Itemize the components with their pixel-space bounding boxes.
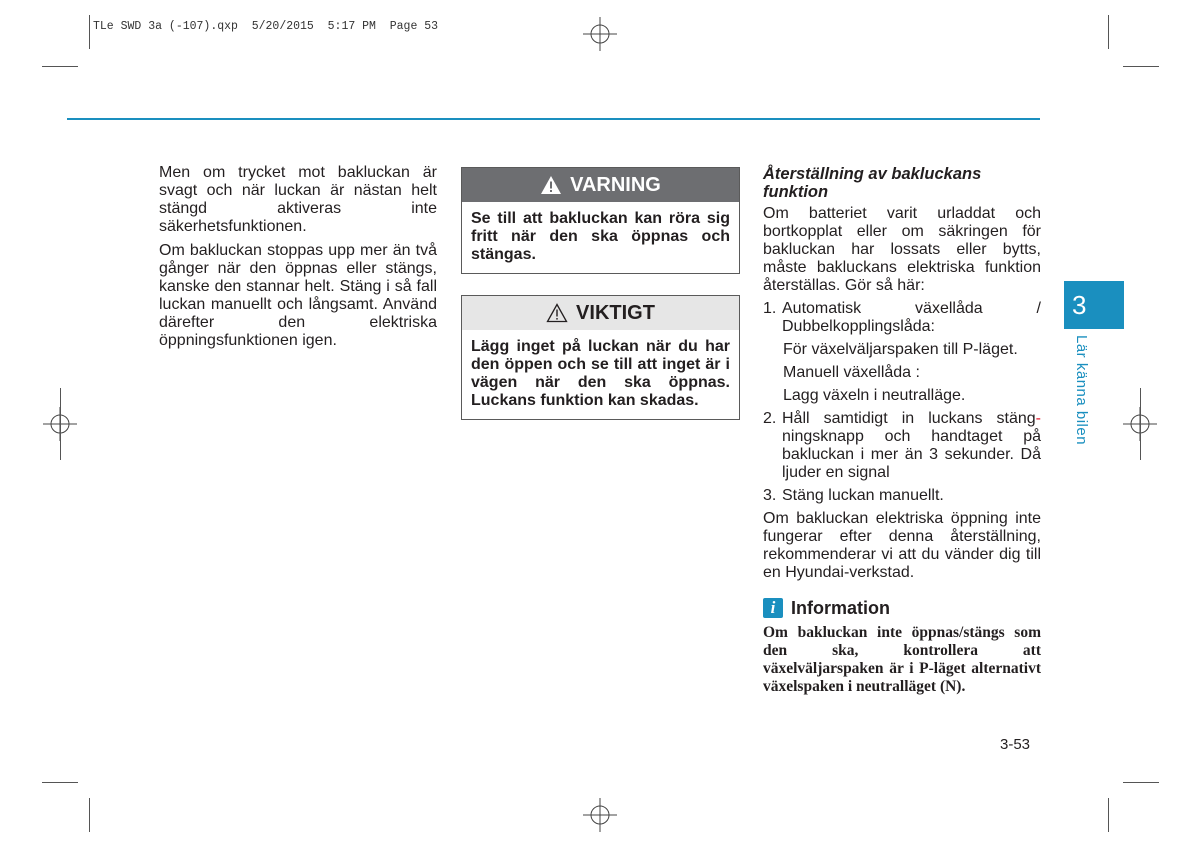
paragraph: Men om trycket mot bakluckan är svagt och när luckan är nästan helt stängd aktiveras inte säkerhetsfunktionen. [159,164,437,235]
page-number: 3-53 [1000,736,1031,753]
sub-item: Lagg växeln i neutralläge. [783,387,966,404]
left-column [159,164,437,356]
intro-paragraph: Om batteriet varit urladdat och bortkopplat eller om säkringen för bakluckan har lossats eller bytts, måste bakluckans elektriska funktion återställas. Gör så här: [763,205,1041,294]
warning-outline-icon [546,303,568,323]
paragraph: Om bakluckan stoppas upp mer än två gånger när den öppnas eller stängs, kanske den stannar helt. Stäng i så fall luckan manuellt och långsamt. Använd därefter den elektriska öppningsfunktionen igen. [159,242,437,349]
crop-mark [1123,66,1159,67]
print-slug: TLe SWD 3a (-107).qxp 5/20/2015 5:17 PM Page 53 [93,20,439,33]
sub-item: För växelväljarspaken till P-läget. [783,341,1018,358]
information-header [763,598,1041,618]
information-text: Om bakluckan inte öppnas/stängs som den ska, kontrollera att växelväljarspaken är i P-läget alternativt växelspaken i neutralläget (N). [763,624,1041,695]
right-column [763,165,1041,696]
list-text [782,410,1041,482]
crop-mark [42,66,78,67]
crop-mark [89,15,90,49]
warning-title: VARNING [570,173,661,196]
registration-mark-icon [583,798,617,832]
list-number: 3. [763,487,777,504]
chapter-number: 3 [1072,289,1087,320]
important-text: Lägg inget på luckan när du har den öppen och se till att inget är i vägen när den ska öppnas. Luckans funktion kan skadas. [471,338,730,409]
hyphen-mark: - [1035,410,1041,427]
list-item [763,300,1041,336]
header-rule [67,118,1040,120]
crop-mark [1123,782,1159,783]
sub-item: Manuell växellåda : [783,364,920,381]
list-text: Automatisk växellåda / Dubbelkopplingslåda: [782,300,1041,335]
list-item [763,487,1041,505]
crop-mark [60,388,61,460]
crop-mark [1108,15,1109,49]
important-header [462,296,739,330]
outro-paragraph: Om bakluckan elektriska öppning inte fungerar efter denna återställning, rekommenderar vi att du vänder dig till en Hyundai-verkstad. [763,510,1041,581]
chapter-tab [1064,281,1124,329]
list-text: Stäng luckan manuellt. [782,487,944,504]
important-box [461,295,740,420]
warning-text: Se till att bakluckan kan röra sig fritt när den ska öppnas och stängas. [471,210,730,263]
registration-mark-icon [583,17,617,51]
list-text-part: ningsknapp och handtaget på bakluckan i mer än 3 sekunder. Då ljuder en signal [782,428,1041,481]
section-heading: Återställning av bakluckans funktion [763,165,982,201]
crop-mark [42,782,78,783]
important-title: VIKTIGT [576,301,655,324]
crop-mark [1108,798,1109,832]
info-icon: i [763,598,783,618]
warning-box [461,167,740,274]
warning-header [462,168,739,202]
crop-mark [1140,388,1141,460]
chapter-title: Lär känna bilen [1073,335,1090,446]
warning-triangle-icon [540,175,562,195]
crop-mark [89,798,90,832]
list-text-part: Håll samtidigt in luckans stäng [782,410,1036,427]
information-title: Information [791,598,890,618]
list-item [763,410,1041,482]
list-number: 1. [763,300,777,317]
list-number: 2. [763,410,777,427]
